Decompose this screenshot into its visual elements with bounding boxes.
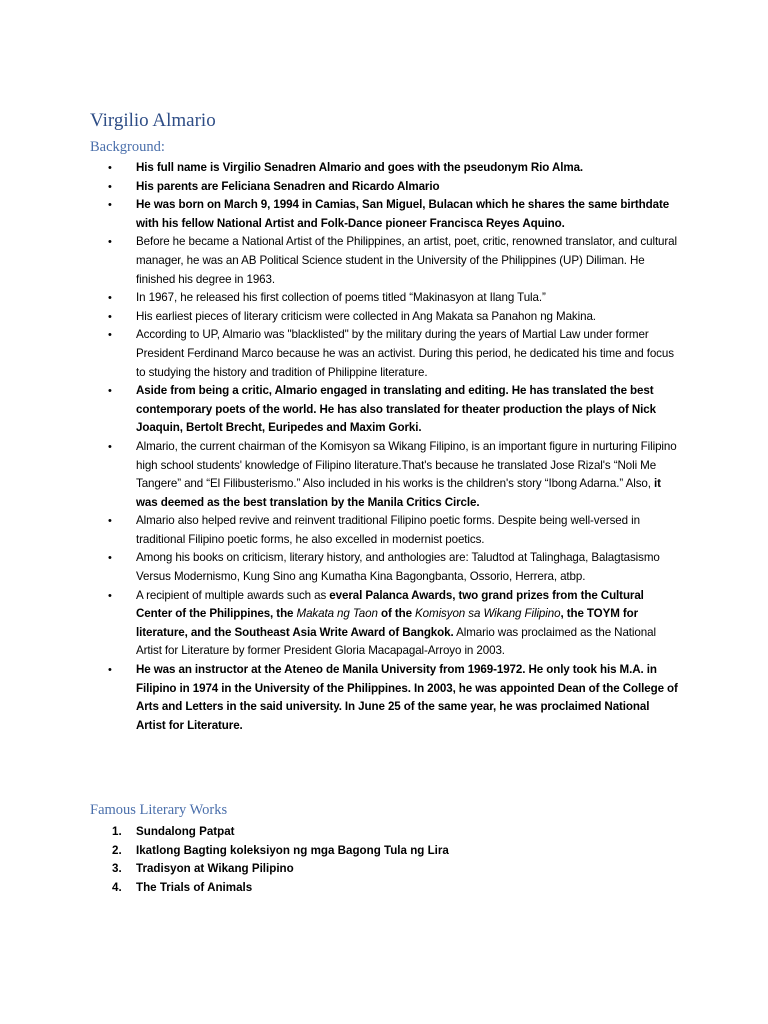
list-item: [108, 438, 678, 512]
bullet-icon: •: [108, 180, 112, 193]
list-item: [112, 842, 632, 861]
list-item: [108, 661, 678, 735]
bullet-icon: •: [108, 589, 112, 602]
bullet-icon: •: [108, 664, 112, 677]
list-item: [108, 512, 678, 549]
list-item-label: The Trials of Animals: [136, 880, 253, 894]
list-item: [108, 549, 678, 586]
bullet-icon: •: [108, 385, 112, 398]
bullet-icon: •: [108, 552, 112, 565]
list-item-number: 4.: [112, 880, 122, 894]
list-item: [112, 879, 632, 898]
list-item-label: Tradisyon at Wikang Pilipino: [136, 862, 294, 876]
list-item-label: Ikatlong Bagting koleksiyon ng mga Bagong Tula ng Lira: [136, 843, 449, 857]
list-item-text: He was an instructor at the Ateneo de Manila University from 1969-1972. He only took his M.A. in Filipino in 1974 in the University of the Philippines. In 2003, he was appointed Dean of the College of Arts and Letters in the said university. In June 25 of the same year, he was proclaimed National Artist for Literature.: [136, 663, 678, 732]
list-item-text: According to UP, Almario was "blacklisted" by the military during the years of Martial Law under former President Ferdinand Marco because he was an activist. During this period, he dedicated his time and focus to studying the history and tradition of Philippine literature.: [136, 328, 674, 379]
list-item: [108, 178, 678, 197]
list-item-label: Sundalong Patpat: [136, 825, 235, 838]
list-item-text: everal Palanca Awards, two grand prizes from the Cultural Center of the Philippines, the: [136, 588, 644, 621]
list-item-text: Aside from being a critic, Almario engaged in translating and editing. He has translated the best contemporary poets of the world. He has also translated for theater production the plays of Nick Joaquin, Bertolt Brecht, Euripedes and Maxim Gorki.: [136, 384, 656, 435]
list-item-text: it was deemed as the best translation by the Manila Critics Circle.: [136, 477, 661, 509]
bullet-icon: •: [108, 310, 112, 323]
list-item: [108, 159, 678, 178]
list-item-text: His parents are Feliciana Senadren and Ricardo Almario: [136, 179, 440, 193]
background-heading: Background:: [90, 139, 165, 155]
list-item-text: of the: [377, 607, 416, 621]
bullet-icon: •: [108, 329, 112, 342]
list-item: [108, 308, 678, 327]
list-item-text: His earliest pieces of literary criticism were collected in Ang Makata sa Panahon ng Makina.: [136, 309, 596, 323]
works-numbered-list: [112, 823, 632, 897]
list-item: [108, 587, 678, 661]
list-item: [108, 289, 678, 308]
list-item-text: Makata ng Taon: [296, 607, 378, 621]
list-item-number: 2.: [112, 843, 122, 857]
list-item-text: He was born on March 9, 1994 in Camias, San Miguel, Bulacan which he shares the same birthdate with his fellow National Artist and Folk-Dance pioneer Francisca Reyes Aquino.: [136, 198, 670, 230]
background-bullet-list: [108, 159, 678, 735]
list-item: [112, 860, 632, 879]
bullet-icon: •: [108, 440, 112, 453]
bullet-icon: •: [108, 199, 112, 212]
list-item: [108, 233, 678, 289]
list-item-text: , the TOYM for literature, and the Southeast Asia Write Award of Bangkok.: [136, 607, 639, 639]
document-title: Virgilio Almario: [90, 110, 216, 131]
list-item-text: Among his books on criticism, literary history, and anthologies are: Taludtod at Talinghaga, Balagtasismo Versus Modernismo, Kung Sino ang Kumatha Kina Bagongbanta, Ossorio, Herrera, atbp.: [136, 551, 660, 584]
list-item-text: Almario also helped revive and reinvent traditional Filipino poetic forms. Despite being well-versed in traditional Filipino poetic forms, he also excelled in modernist poetics.: [136, 514, 640, 546]
list-item-number: 3.: [112, 862, 122, 876]
bullet-icon: •: [108, 515, 112, 528]
list-item-text: His full name is Virgilio Senadren Almario and goes with the pseudonym Rio Alma.: [136, 161, 584, 174]
bullet-icon: •: [108, 162, 112, 174]
bullet-icon: •: [108, 292, 112, 305]
list-item-text: In 1967, he released his first collection of poems titled “Makinasyon at Ilang Tula.”: [136, 291, 546, 305]
list-item-text: Almario, the current chairman of the Komisyon sa Wikang Filipino, is an important figure in nurturing Filipino high school students' knowledge of Filipino literature.That's because he translated Jose Rizal's “Noli Me Tangere” and “El Filibusterismo.” Also included in his works is the children's story “Ibong Adarna.” Also,: [136, 439, 677, 491]
list-item: [112, 823, 632, 842]
list-item-text: A recipient of multiple awards such as: [136, 588, 330, 602]
list-item-text: Before he became a National Artist of the Philippines, an artist, poet, critic, renowned translator, and cultural manager, he was an AB Political Science student in the University of the Philippines (UP) Diliman. He finished his degree in 1963.: [136, 235, 677, 286]
list-item: [108, 326, 678, 382]
list-item: [108, 196, 678, 233]
list-item-number: 1.: [112, 825, 122, 838]
works-heading: Famous Literary Works: [90, 802, 228, 818]
list-item-text: Almario was proclaimed as the National Artist for Literature by former President Gloria Macapagal-Arroyo in 2003.: [136, 625, 656, 658]
list-item-text: Komisyon sa Wikang Filipino: [415, 607, 561, 621]
list-item: [108, 382, 678, 438]
bullet-icon: •: [108, 236, 112, 249]
